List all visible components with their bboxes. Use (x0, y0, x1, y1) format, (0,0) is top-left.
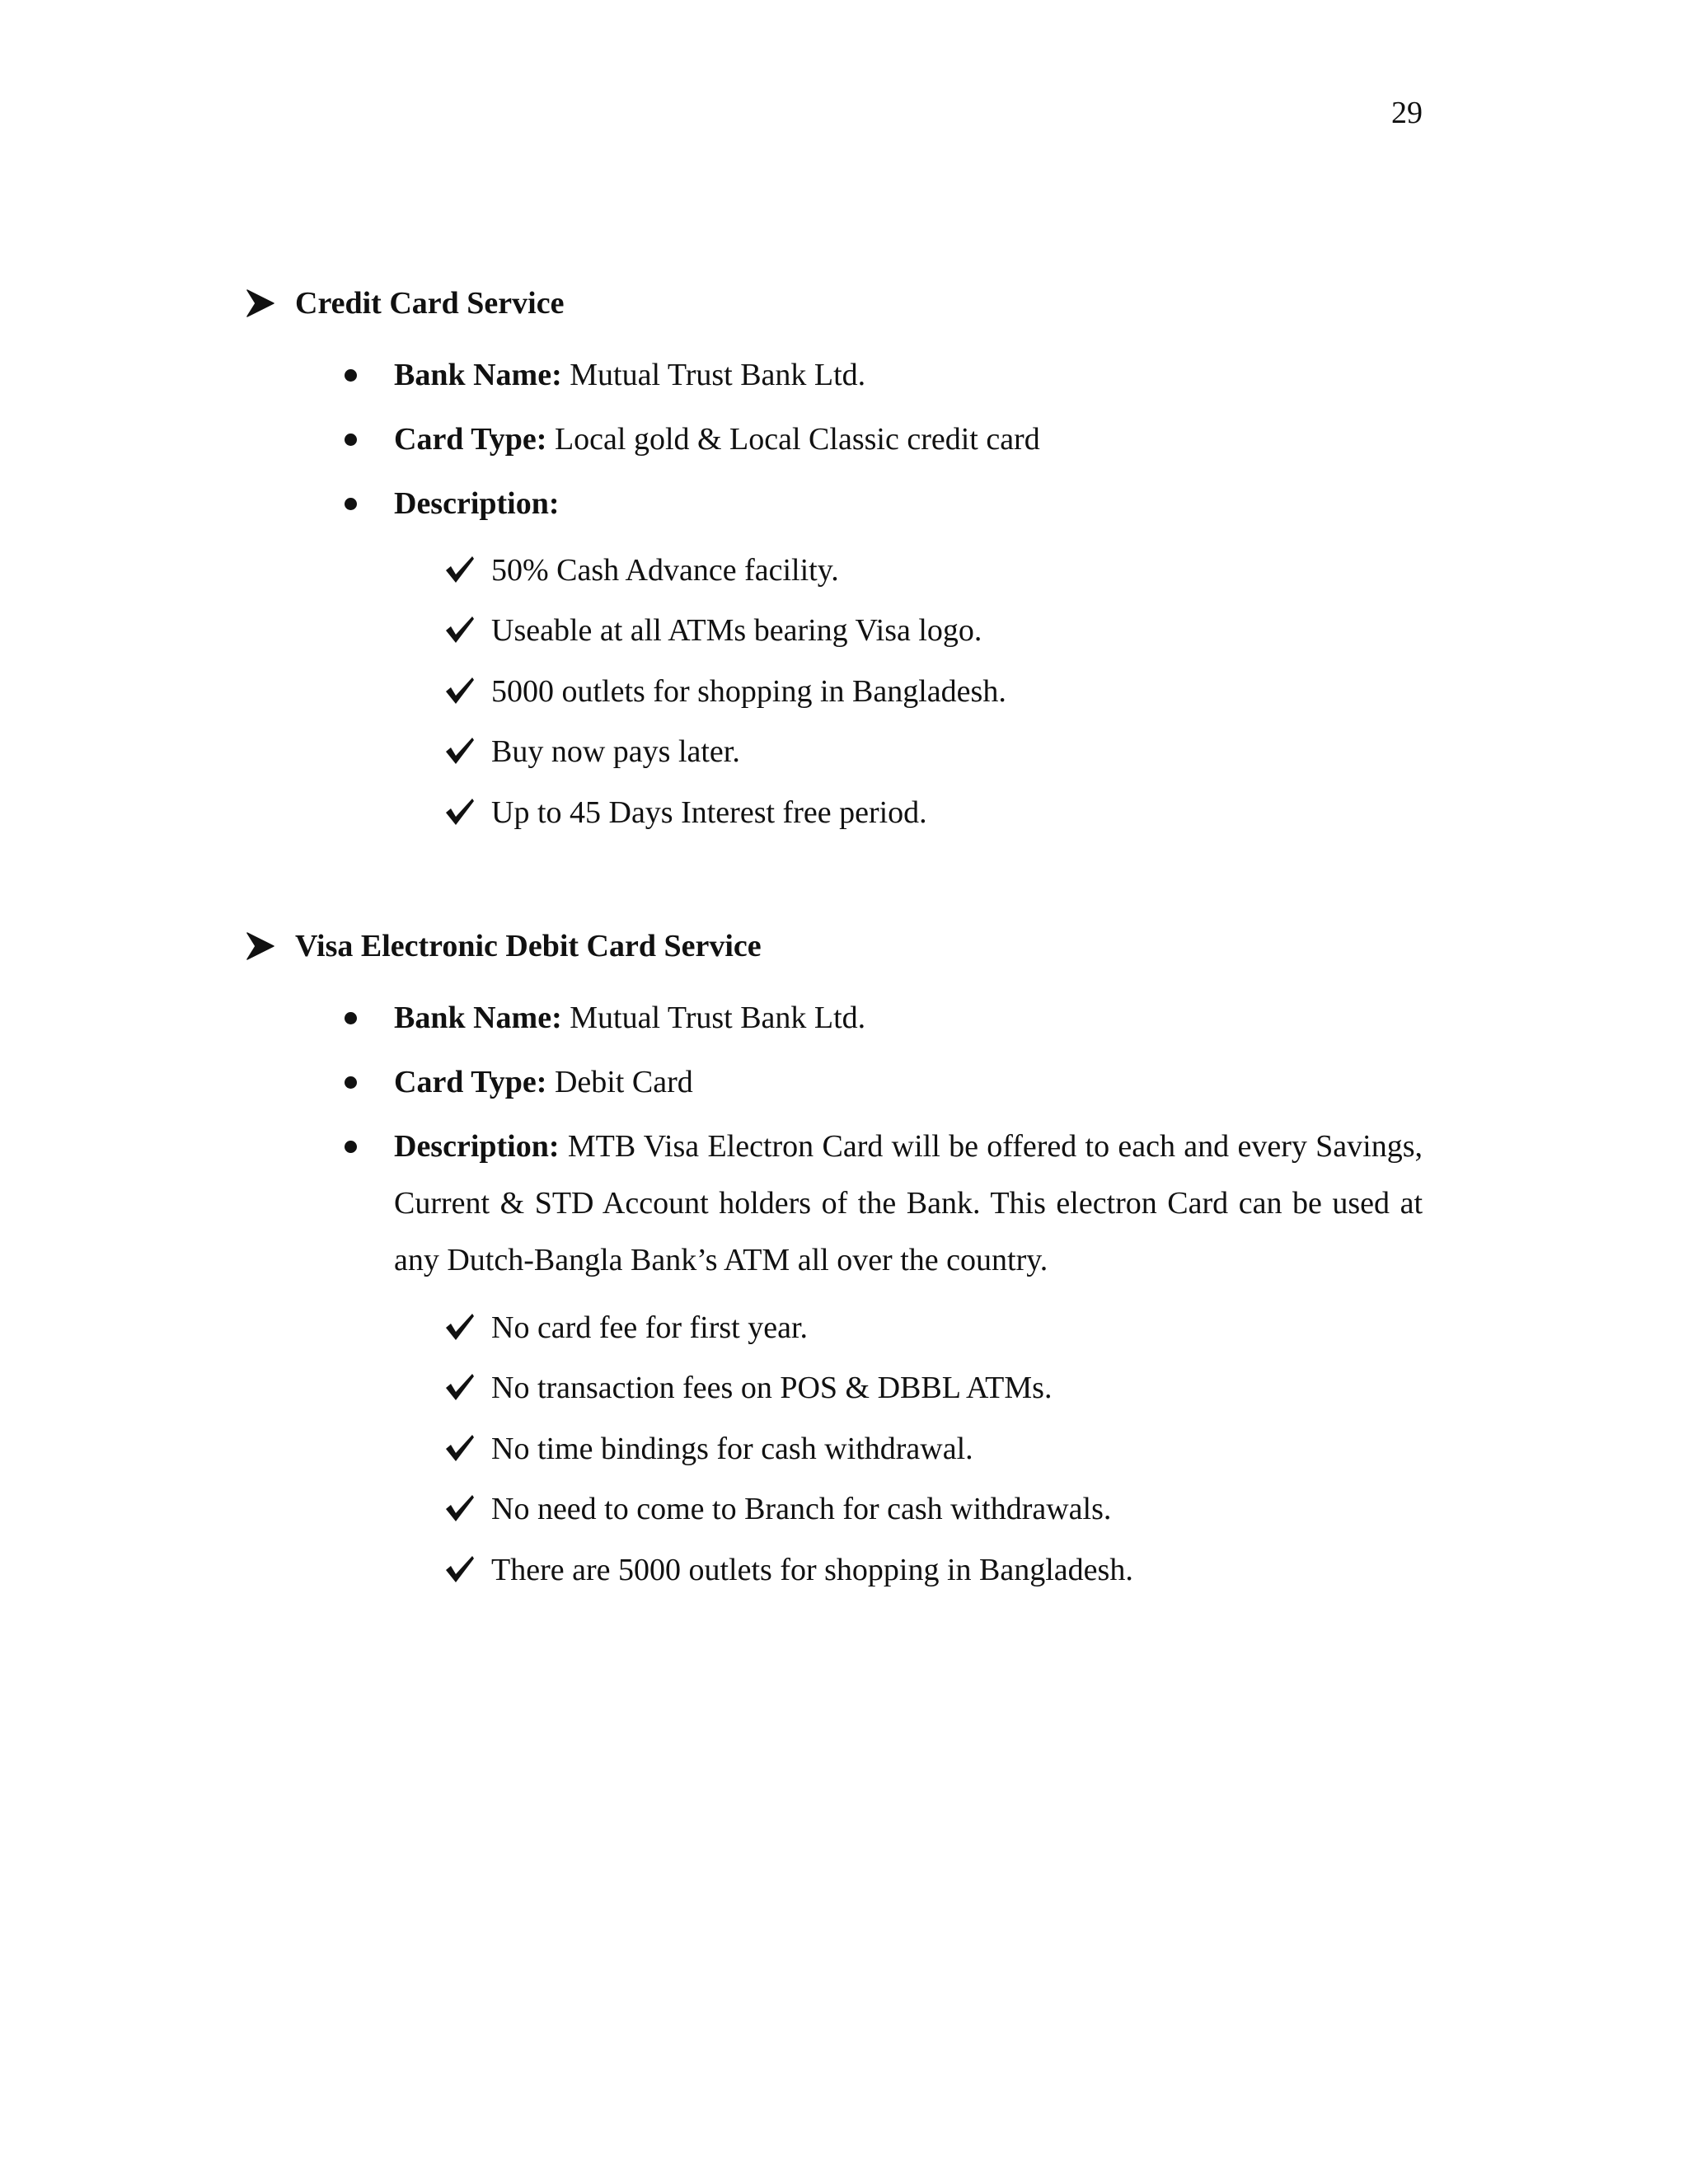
bullet-list (345, 990, 1423, 1289)
bullet-key: Description: (394, 486, 560, 521)
bullet-dot-icon (345, 1141, 357, 1153)
check-item-text: Useable at all ATMs bearing Visa logo. (491, 613, 982, 649)
checkmark-icon (443, 1371, 476, 1404)
bullet-value: Local gold & Local Classic credit card (546, 422, 1040, 457)
check-item-text: 50% Cash Advance facility. (491, 552, 839, 588)
checkmark-icon (443, 1311, 476, 1344)
list-item-description (345, 1118, 1423, 1289)
bullet-key: Card Type: (394, 422, 547, 457)
section-heading (246, 926, 1423, 967)
bullet-dot-icon (345, 434, 357, 446)
check-item-text: No card fee for first year. (491, 1310, 809, 1345)
check-item-text: No need to come to Branch for cash withdrawals. (491, 1492, 1112, 1527)
checkmark-icon (443, 1554, 476, 1586)
checkmark-icon (443, 554, 476, 587)
check-list (443, 540, 1423, 843)
check-item (443, 1418, 1423, 1479)
list-item-card-type (345, 1054, 1423, 1110)
check-item-text: Up to 45 Days Interest free period. (491, 794, 927, 830)
bullet-key: Card Type: (394, 1065, 547, 1099)
check-item (443, 1479, 1423, 1540)
check-item (443, 601, 1423, 662)
checkmark-icon (443, 614, 476, 647)
bullet-value: Debit Card (546, 1065, 693, 1099)
bullet-key: Description: (394, 1129, 560, 1164)
bullet-key: Bank Name: (394, 1001, 562, 1035)
bullet-value: Mutual Trust Bank Ltd. (561, 358, 866, 392)
list-item-card-type (345, 411, 1423, 467)
arrowhead-icon (246, 288, 275, 318)
check-list (443, 1297, 1423, 1601)
section-heading (246, 283, 1423, 324)
bullet-list (345, 347, 1423, 532)
bullet-dot-icon (345, 1076, 357, 1089)
section-heading-label: Credit Card Service (295, 286, 565, 321)
bullet-value: MTB Visa Electron Card will be offered to each and every Savings, Current & STD Account holders of the Bank. This electron Card can be used at any Dutch-Bangla Bank’s ATM all over the country. (394, 1129, 1423, 1277)
check-item-text: Buy now pays later. (491, 734, 740, 770)
bullet-dot-icon (345, 498, 357, 510)
checkmark-icon (443, 1432, 476, 1465)
check-item (443, 782, 1423, 843)
check-item-text: No transaction fees on POS & DBBL ATMs. (491, 1371, 1053, 1406)
bullet-key: Bank Name: (394, 358, 562, 392)
section-heading-label: Visa Electronic Debit Card Service (295, 929, 762, 963)
visa-debit-card-service-section (246, 926, 1423, 1601)
bullet-dot-icon (345, 369, 357, 382)
page-number: 29 (1391, 96, 1423, 130)
check-item (443, 1540, 1423, 1601)
check-item (443, 540, 1423, 601)
arrowhead-icon (246, 931, 275, 961)
checkmark-icon (443, 735, 476, 768)
checkmark-icon (443, 675, 476, 708)
list-item-description (345, 476, 1423, 532)
check-item (443, 1297, 1423, 1358)
check-item-text: 5000 outlets for shopping in Bangladesh. (491, 673, 1006, 709)
checkmark-icon (443, 1493, 476, 1526)
list-item-bank-name (345, 347, 1423, 403)
check-item (443, 1358, 1423, 1419)
check-item (443, 661, 1423, 722)
checkmark-icon (443, 796, 476, 829)
credit-card-service-section (246, 283, 1423, 843)
check-item-text: There are 5000 outlets for shopping in Bangladesh. (491, 1552, 1133, 1587)
bullet-value: Mutual Trust Bank Ltd. (561, 1001, 866, 1035)
list-item-bank-name (345, 990, 1423, 1046)
check-item-text: No time bindings for cash withdrawal. (491, 1431, 973, 1466)
check-item (443, 722, 1423, 783)
bullet-dot-icon (345, 1012, 357, 1024)
